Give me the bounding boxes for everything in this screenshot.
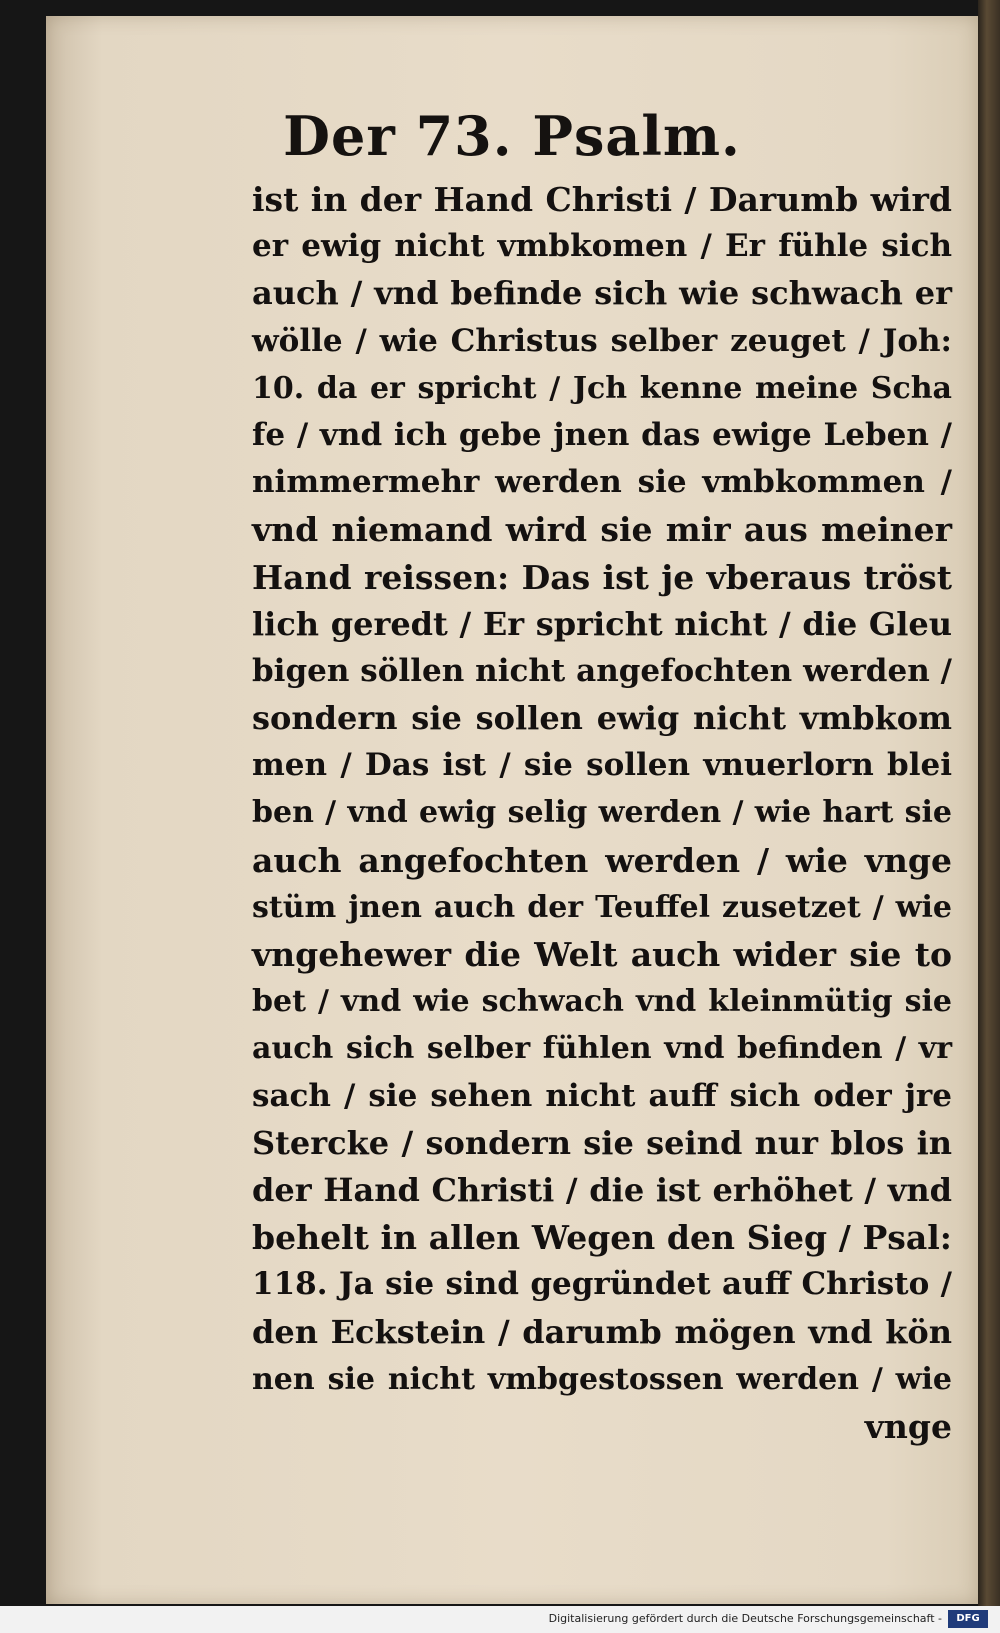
text-line: bet / vnd wie schwach vnd kleinmütig sie [252, 984, 952, 1020]
text-block [252, 176, 952, 1450]
text-line: Stercke / sondern sie seind nur blos in [252, 1123, 952, 1162]
text-line: den Eckstein / darumb mögen vnd kön [252, 1312, 952, 1351]
text-line: er ewig nicht vmbkomen / Er fühle sich [252, 228, 952, 265]
text-line: fe / vnd ich gebe jnen das ewige Leben / [252, 416, 952, 453]
text-line: men / Das ist / sie sollen vnuerlorn blei [252, 747, 952, 784]
text-line: sach / sie sehen nicht auff sich oder jre [252, 1077, 952, 1114]
book-edge [978, 0, 1000, 1633]
text-line: auch angefochten werden / wie vnge [252, 840, 952, 880]
text-line: 10. da er spricht / Jch kenne meine Scha [252, 370, 952, 406]
text-line: nen sie nicht vmbgestossen werden / wie [252, 1361, 952, 1397]
text-line: ben / vnd ewig selig werden / wie hart sie [252, 795, 952, 831]
text-line: wölle / wie Christus selber zeuget / Joh: [252, 322, 952, 359]
text-line: Hand reissen: Das ist je vberaus tröst [252, 557, 952, 597]
funding-notice: Digitalisierung gefördert durch die Deutsche Forschungsgemeinschaft - [548, 1612, 942, 1625]
text-line: sondern sie sollen ewig nicht vmbkom [252, 699, 952, 738]
page-header: Der 73. Psalm. [283, 104, 741, 168]
catchword: vnge [864, 1406, 952, 1446]
text-line: behelt in allen Wegen den Sieg / Psal: [252, 1218, 952, 1258]
footer-bar [0, 1606, 1000, 1633]
text-line: auch / vnd befinde sich wie schwach er [252, 274, 952, 313]
text-line: auch sich selber fühlen vnd befinden / vr [252, 1031, 952, 1067]
text-line: lich geredt / Er spricht nicht / die Gleu [252, 604, 952, 643]
text-line: stüm jnen auch der Teuffel zusetzet / wie [252, 889, 952, 925]
text-line: nimmermehr werden sie vmbkommen / [252, 464, 952, 501]
text-line: der Hand Christi / die ist erhöhet / vnd [252, 1170, 952, 1209]
book-page [46, 16, 978, 1604]
text-line: 118. Ja sie sind gegründet auff Christo / [252, 1266, 952, 1303]
text-line: vnd niemand wird sie mir aus meiner [252, 510, 952, 550]
text-line: ist in der Hand Christi / Darumb wird [252, 180, 952, 219]
text-line: vngehewer die Welt auch wider sie to [252, 935, 952, 974]
dfg-logo-icon: DFG [948, 1610, 988, 1628]
text-line: bigen söllen nicht angefochten werden / [252, 652, 952, 689]
